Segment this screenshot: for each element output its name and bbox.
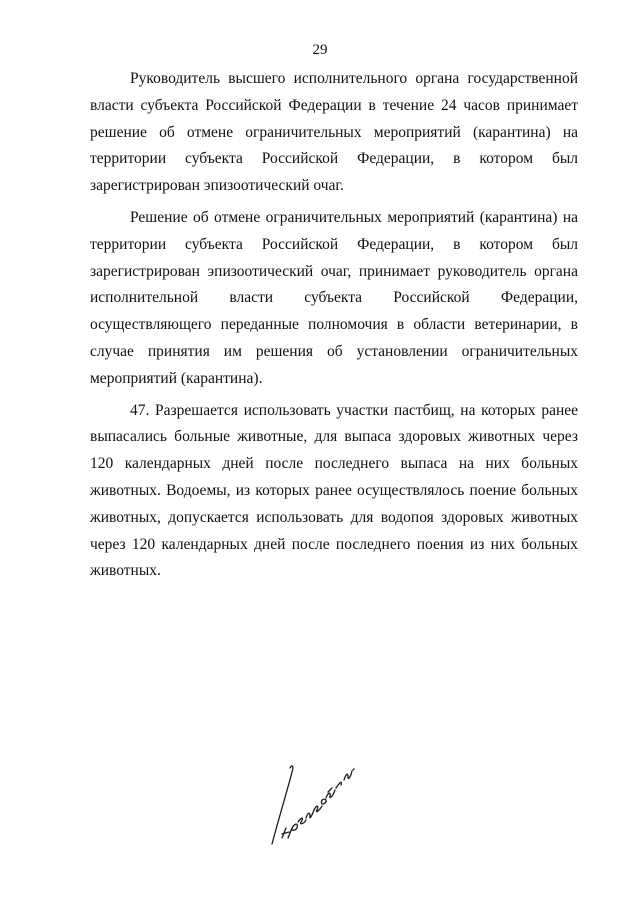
paragraph-47-pasture-reuse: 47. Разрешается использовать участки пастбищ, на которых ранее выпасались больные животные, для выпаса здоровых животных через 120 календарных дней после последнего выпаса на них больных животных. Водоемы, из которых ранее осуществлялось поение больных животных, допускается использовать для водопоя здоровых животных через 120 календарных дней после последнего поения из них больных животных. <box>90 401 578 580</box>
handwritten-signature <box>262 758 362 853</box>
document-body <box>90 66 578 590</box>
paragraph-quarantine-cancellation-head: Руководитель высшего исполнительного органа государственной власти субъекта Российской Федерации в течение 24 часов принимает решение об отмене ограничительных мероприятий (карантина) на территории субъекта Российской Федерации, в котором был зарегистрирован эпизоотический очаг. <box>90 70 578 195</box>
page-number: 29 <box>312 42 328 58</box>
paragraph-quarantine-cancellation-authority: Решение об отмене ограничительных мероприятий (карантина) на территории субъекта Российской Федерации, в котором был зарегистрирован эпизоотический очаг, принимает руководитель органа исполнительной власти субъекта Российской Федерации, осуществляющего переданные полномочия в области ветеринарии, в случае принятия им решения об установлении ограничительных мероприятий (карантина). <box>90 208 578 387</box>
